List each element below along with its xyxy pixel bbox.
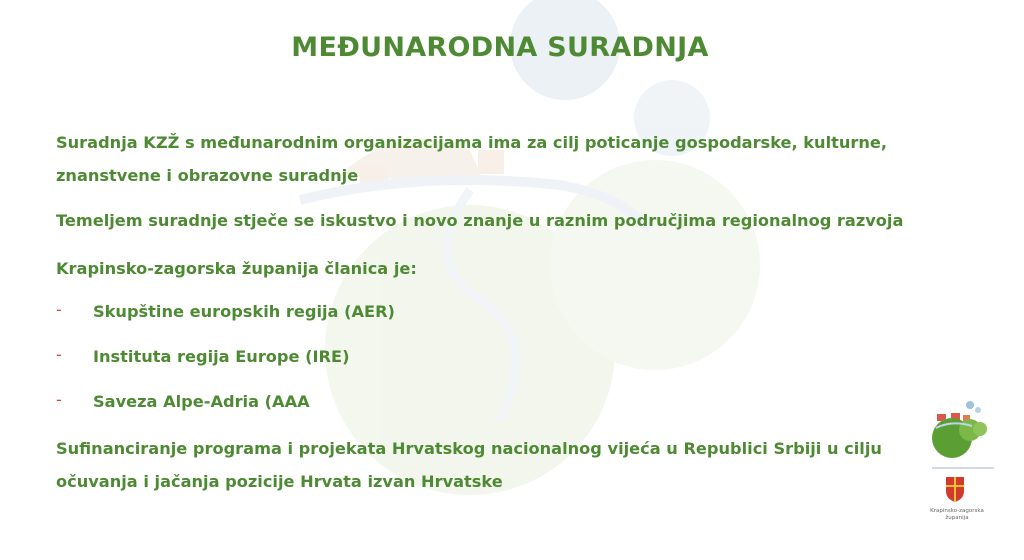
slide-title: MEĐUNARODNA SURADNJA [291, 32, 709, 63]
list-item-aaa: Saveza Alpe-Adria (AAA [93, 392, 310, 411]
paragraph-funding: Sufinanciranje programa i projekata Hrvatskog nacionalnog vijeća u Republici Srbiji u cilju očuvanja i jačanja pozicije Hrvata izvan Hrvatske [56, 439, 882, 491]
paragraph-membership-intro: Krapinsko-zagorska županija članica je: [56, 259, 417, 278]
logo-caption [918, 508, 996, 522]
logo-caption-line1: Krapinsko-zagorska [930, 508, 984, 514]
list-marker: - [56, 390, 62, 409]
list-marker: - [56, 345, 62, 364]
list-item-aer: Skupštine europskih regija (AER) [93, 302, 395, 321]
list-marker: - [56, 300, 62, 319]
logo-caption-line2: županija [945, 515, 969, 521]
paragraph-cooperation-goal: Suradnja KZŽ s međunarodnim organizacijama ima za cilj poticanje gospodarske, kulturne, znanstvene i obrazovne suradnje [56, 133, 888, 185]
list-item-ire: Instituta regija Europe (IRE) [93, 347, 350, 366]
coat-of-arms-icon [946, 477, 964, 502]
paragraph-experience: Temeljem suradnje stječe se iskustvo i novo znanje u raznim područjima regionalnog razvoja [56, 211, 904, 230]
